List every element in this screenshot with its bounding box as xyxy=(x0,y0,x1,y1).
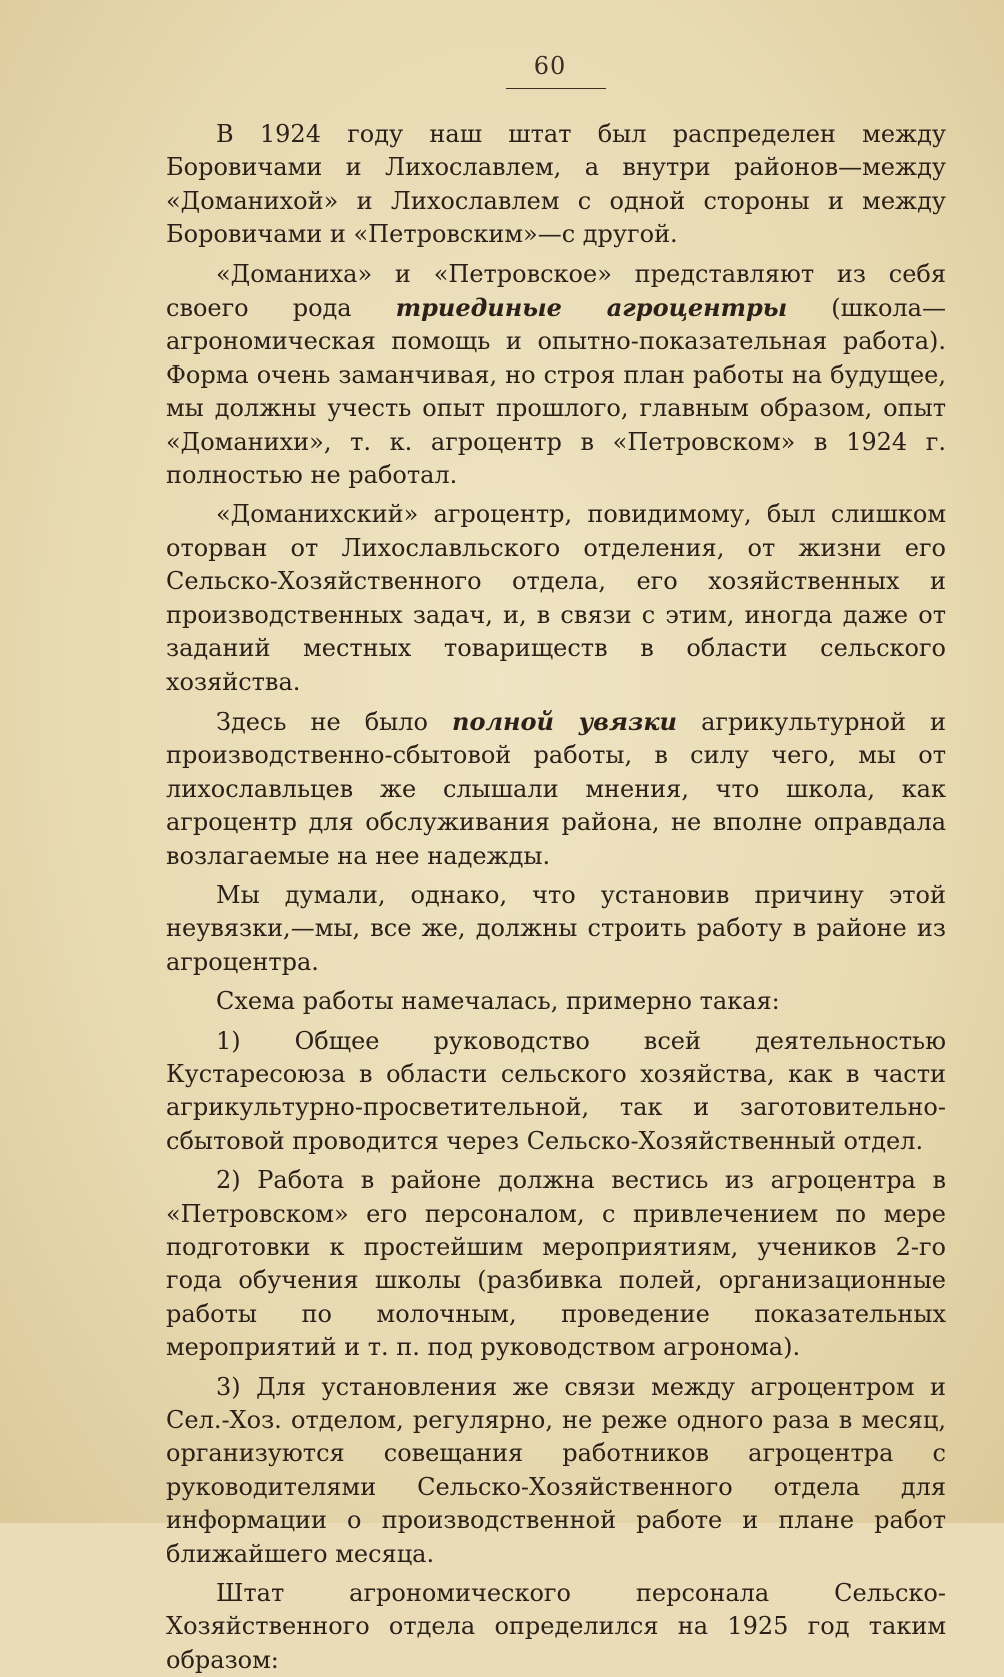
emphasized-term: полной увязки xyxy=(452,706,678,736)
list-item-3: 3) Для установления же связи между агроцентром и Сел.-Хоз. отделом, регулярно, не реже одного раза в месяц, организуются совещания работников агроцентра с руководителями Сельско-Хозяйственного отдела для информации о производственной работе и плане работ ближайшего месяца. xyxy=(166,1372,946,1568)
emphasized-term: триединые агроцентры xyxy=(395,293,788,323)
paragraph-agrocenters xyxy=(166,258,946,493)
text-segment: агрикультурной и производственно-сбытовой работы, в силу чего, мы от лихославльцев же слышали мнения, что школа, как агроцентр для обслуживания района, не вполне оправдала возлагаемые на нее надежды. xyxy=(166,707,946,870)
text-segment: (школа—агрономическая помощь и опытно-показательная работа). Форма очень заманчивая, но строя план работы на будущее, мы должны учесть опыт прошлого, главным образом, опыт «Доманихи», т. к. агроцентр в «Петровском» в 1924 г. полностью не работал. xyxy=(166,294,946,490)
text-segment: «Доманиха» и «Петровское» представляют из себя своего рода xyxy=(166,259,946,323)
page-number: 60 xyxy=(533,52,567,80)
paragraph-lack-of-link xyxy=(166,705,946,873)
paragraph-conclusion: Мы думали, однако, что установив причину этой неувязки,—мы, все же, должны строить работу в районе из агроцентра. xyxy=(166,880,946,976)
paragraph-staff-distribution: В 1924 году наш штат был распределен между Боровичами и Лихославлем, а внутри районов—между «Доманихой» и Лихославлем с одной стороны и между Боровичами и «Петровским»—с другой. xyxy=(166,120,946,249)
list-item-1: 1) Общее руководство всей деятельностью Кустаресоюза в области сельского хозяйства, как в части агрикультурно-просветительной, так и заготовительно-сбытовой проводится через Сельско-Хозяйственный отдел. xyxy=(166,1026,946,1155)
paragraph-staff-1925: Штат агрономического персонала Сельско-Хозяйственного отдела определился на 1925 год таким образом: xyxy=(166,1579,946,1674)
text-segment: Здесь не было xyxy=(216,707,453,736)
list-item-2: 2) Работа в районе должна вестись из агроцентра в «Петровском» его персоналом, с привлечением по мере подготовки к простейшим мероприятиям, учеников 2-го года обучения школы (разбивка полей, организационные работы по молочным, проведение показательных мероприятий и т. п. под руководством агронома). xyxy=(166,1166,946,1362)
header-rule xyxy=(506,88,606,89)
paragraph-domanikha-agrocenter: «Доманихский» агроцентр, повидимому, был слишком оторван от Лихославльского отделения, от жизни его Сельско-Хозяйственного отдела, его хозяйственных и производственных задач, и, в связи с этим, иногда даже от заданий местных товариществ в области сельского хозяйства. xyxy=(166,500,946,696)
document-body xyxy=(166,118,946,1677)
paragraph-scheme-intro: Схема работы намечалась, примерно такая: xyxy=(216,987,780,1016)
